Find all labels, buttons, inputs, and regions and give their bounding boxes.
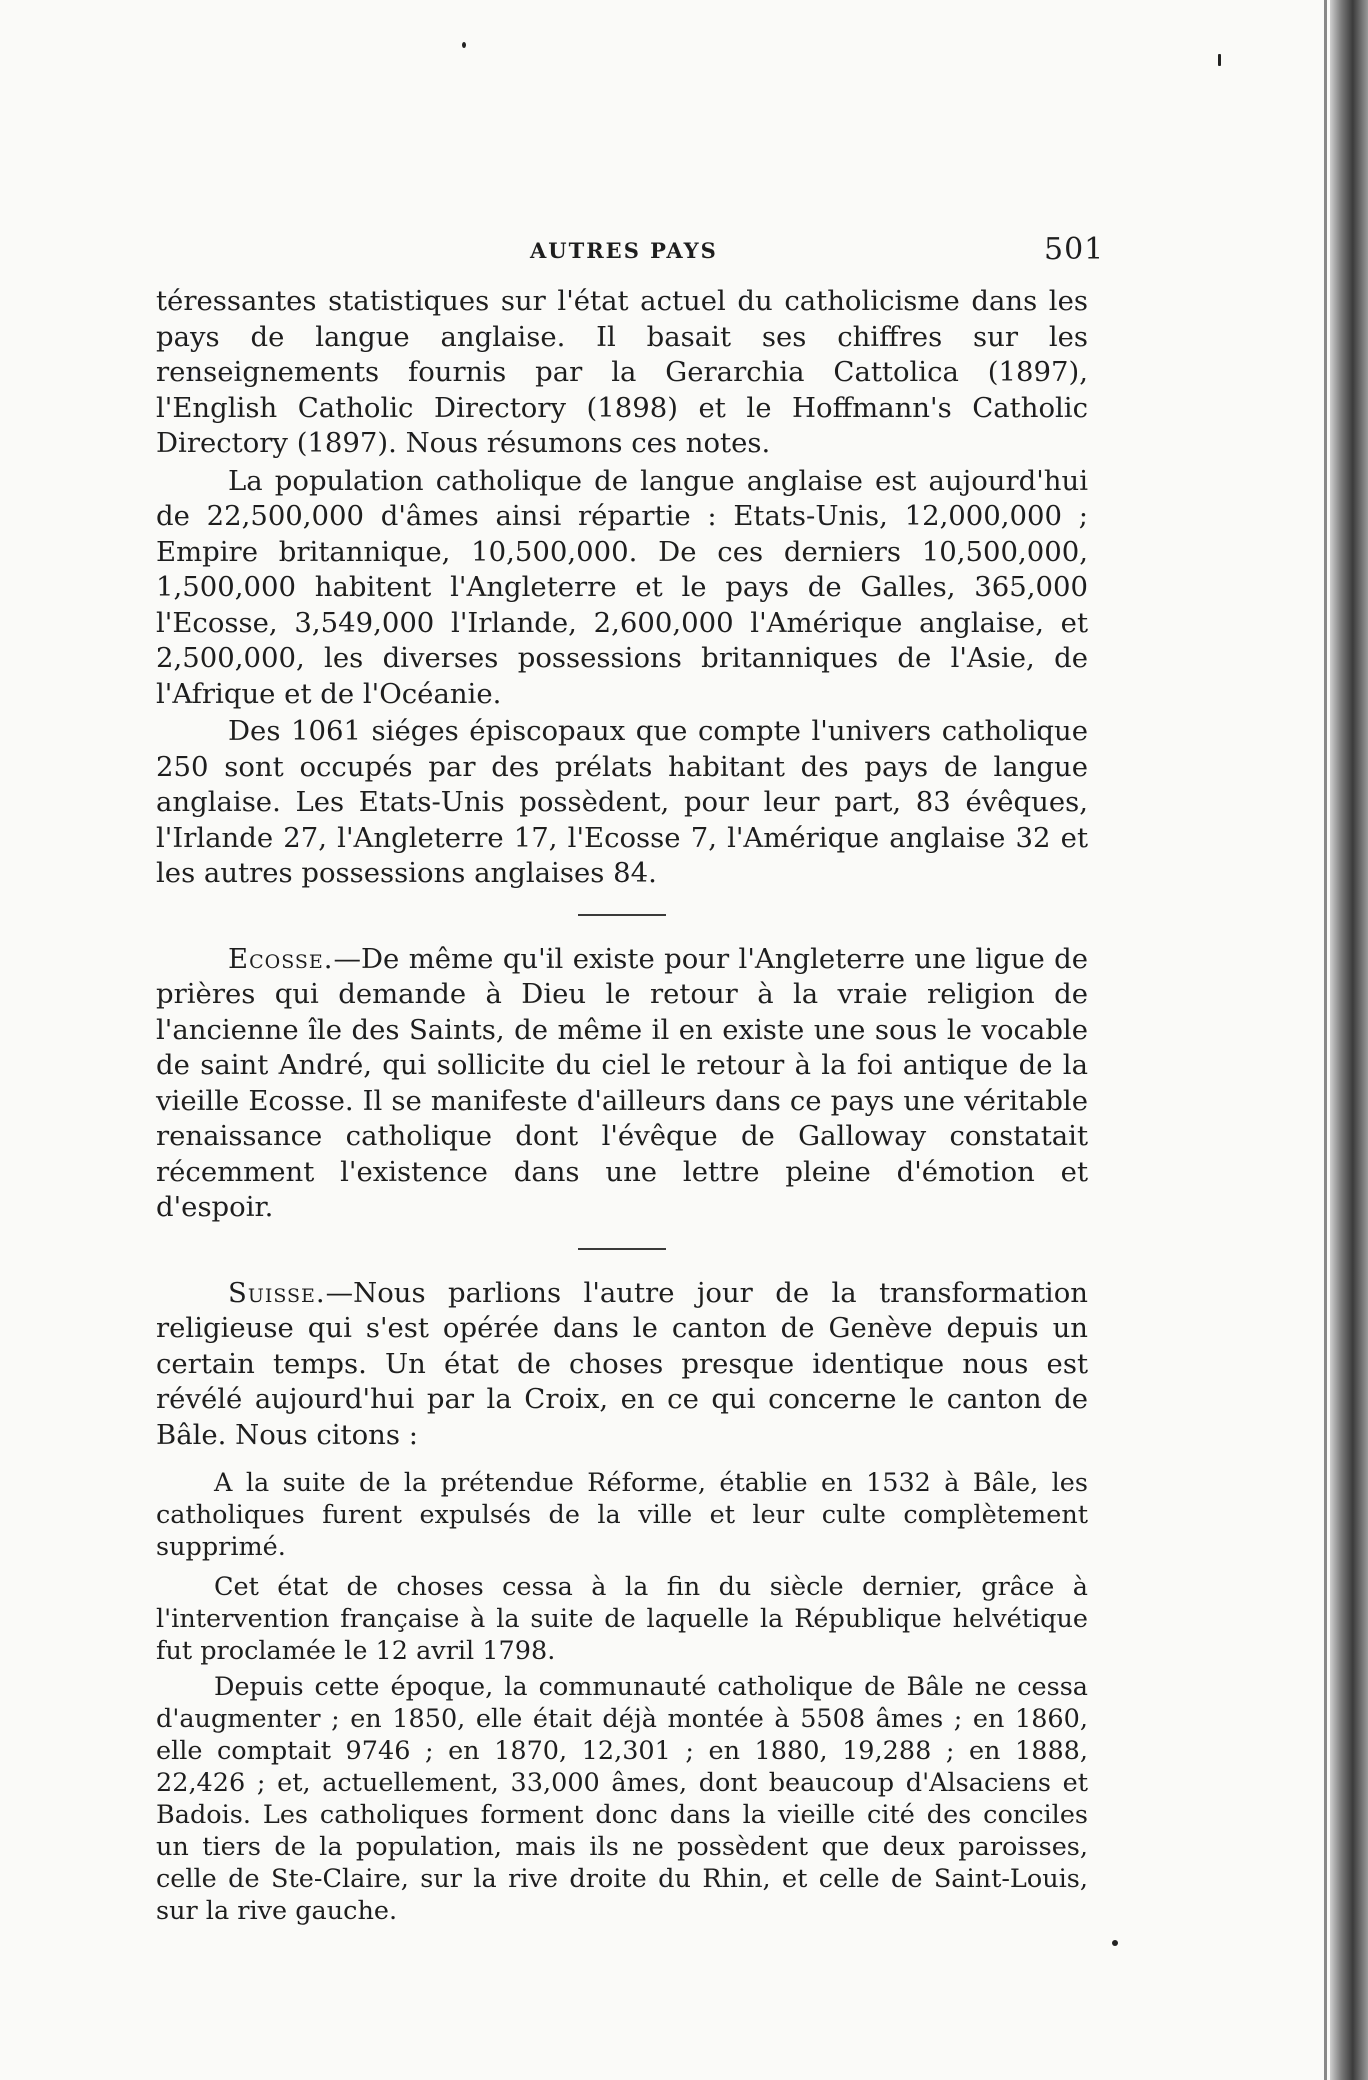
quote-reformation: A la suite de la prétendue Réforme, établie en 1532 à Bâle, les catholiques furent expulsés de la ville et leur culte complètement supprimé. bbox=[156, 1468, 1088, 1562]
paragraph-statistics-intro: téressantes statistiques sur l'état actuel du catholicisme dans les pays de langue anglaise. Il basait ses chiffres sur les renseignements fournis par la Gerarchia Cattolica (1897), l'English Catholic Directory (1898) et le Hoffmann's Catholic Directory (1897). Nous résumons ces notes. bbox=[156, 285, 1088, 459]
ink-speck bbox=[462, 42, 466, 48]
ink-speck bbox=[1112, 1940, 1118, 1946]
section-divider bbox=[578, 1248, 666, 1250]
paragraph-episcopal-sees: Des 1061 siéges épiscopaux que compte l'univers catholique 250 sont occupés par des prélats habitant des pays de langue anglaise. Les Etats-Unis possèdent, pour leur part, 83 évêques, l'Irlande 27, l'Angleterre 17, l'Ecosse 7, l'Amérique anglaise 32 et les autres possessions anglaises 84. bbox=[156, 715, 1088, 889]
paragraph-suisse bbox=[156, 1276, 1088, 1454]
paragraph-ecosse bbox=[156, 942, 1088, 1226]
paragraph-suisse-body: —Nous parlions l'autre jour de la transformation religieuse qui s'est opérée dans le canton de Genève depuis un certain temps. Un état de choses presque identique nous est révélé aujourd'hui par la Croix, en ce qui concerne le canton de Bâle. Nous citons : bbox=[156, 1276, 1088, 1451]
page-number: 501 bbox=[1044, 232, 1105, 267]
section-heading-ecosse: Ecosse. bbox=[228, 942, 334, 975]
quote-community-growth: Depuis cette époque, la communauté catholique de Bâle ne cessa d'augmenter ; en 1850, elle était déjà montée à 5508 âmes ; en 1860, elle comptait 9746 ; en 1870, 12,301 ; en 1880, 19,288 ; en 1888, 22,426 ; et, actuellement, 33,000 âmes, dont beaucoup d'Alsaciens et Badois. Les catholiques forment donc dans la vieille cité des conciles un tiers de la population, mais ils ne possèdent que deux paroisses, celle de Ste-Claire, sur la rive droite du Rhin, et celle de Saint-Louis, sur la rive gauche. bbox=[156, 1672, 1088, 1926]
running-head bbox=[0, 232, 1368, 278]
paragraph-ecosse-body: —De même qu'il existe pour l'Angleterre une ligue de prières qui demande à Dieu le retour à la vraie religion de l'ancienne île des Saints, de même il en existe une sous le vocable de saint André, qui sollicite du ciel le retour à la foi antique de la vieille Ecosse. Il se manifeste d'ailleurs dans ce pays une véritable renaissance catholique dont l'évêque de Galloway constatait récemment l'existence dans une lettre pleine d'émotion et d'espoir. bbox=[156, 942, 1088, 1223]
ink-speck bbox=[1218, 54, 1221, 66]
paragraph-population: La population catholique de langue anglaise est aujourd'hui de 22,500,000 d'âmes ainsi répartie : Etats-Unis, 12,000,000 ; Empire britannique, 10,500,000. De ces derniers 10,500,000, 1,500,000 habitent l'Angleterre et le pays de Galles, 365,000 l'Ecosse, 3,549,000 l'Irlande, 2,600,000 l'Amérique anglaise, et 2,500,000, les diverses possessions britanniques de l'Asie, de l'Afrique et de l'Océanie. bbox=[156, 464, 1088, 710]
quote-intervention: Cet état de choses cessa à la fin du siècle dernier, grâce à l'intervention française à la suite de laquelle la République helvétique fut proclamée le 12 avril 1798. bbox=[156, 1572, 1088, 1666]
book-page-edge bbox=[1330, 0, 1368, 2080]
running-title: AUTRES PAYS bbox=[530, 238, 718, 263]
section-heading-suisse: Suisse. bbox=[228, 1276, 326, 1309]
section-divider bbox=[578, 914, 666, 916]
body-text bbox=[156, 284, 1088, 1927]
